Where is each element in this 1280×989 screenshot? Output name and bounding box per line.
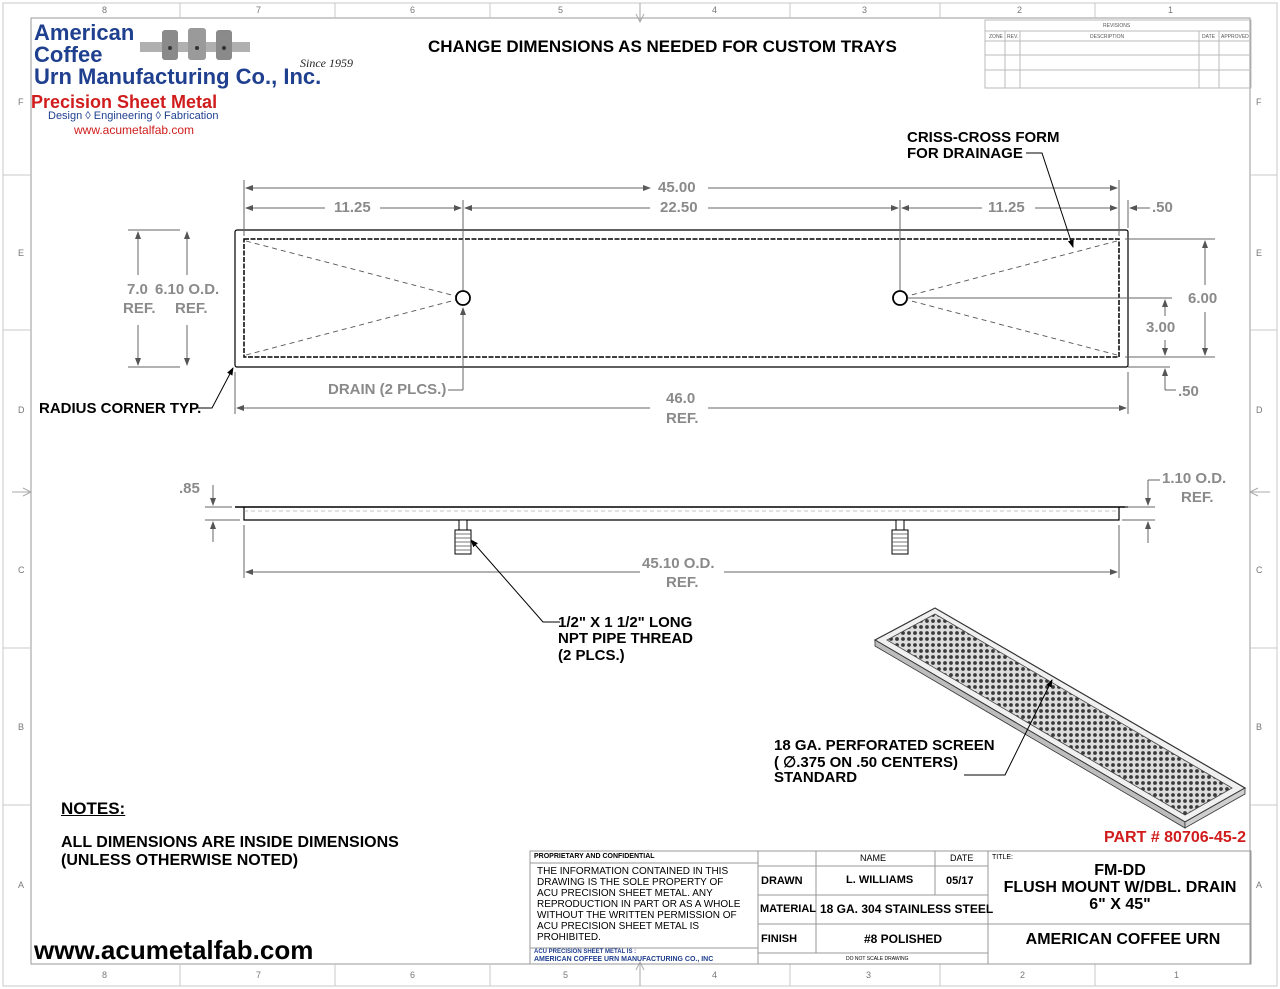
dim-flange-ref: REF. xyxy=(1181,489,1214,506)
logo-services: Design ◊ Engineering ◊ Fabrication xyxy=(48,110,219,122)
row-label: C xyxy=(18,565,25,575)
urn-icon xyxy=(140,28,250,64)
acu-line: ACU PRECISION SHEET METAL IS : xyxy=(534,949,637,955)
proprietary-line: REPRODUCTION IN PART OR AS A WHOLE xyxy=(537,899,741,910)
zone-label: 5 xyxy=(558,5,564,15)
title-line1: FM-DD xyxy=(1094,862,1146,879)
row-label: E xyxy=(1256,248,1263,258)
drawn-label: DRAWN xyxy=(761,875,803,887)
dim-rim-bottom: .50 xyxy=(1178,383,1199,400)
zone-label: 4 xyxy=(712,5,718,15)
dim-right-offset: 11.25 xyxy=(988,199,1025,216)
logo-line-urn: Urn Manufacturing Co., Inc. xyxy=(34,64,322,89)
pipe-note-line3: (2 PLCS.) xyxy=(558,647,625,664)
part-number: PART # 80706-45-2 xyxy=(1104,829,1246,846)
revisions-col-date: DATE xyxy=(1202,34,1215,40)
notes-line1: ALL DIMENSIONS ARE INSIDE DIMENSIONS xyxy=(61,834,399,851)
proprietary-line: DRAWING IS THE SOLE PROPERTY OF xyxy=(537,877,724,888)
dim-od-depth: 6.10 O.D. xyxy=(155,281,220,298)
zone-label: 3 xyxy=(866,970,872,980)
side-view xyxy=(205,480,1160,622)
dim-overall-width: 45.00 xyxy=(658,179,696,196)
dim-rim-top: .50 xyxy=(1152,199,1173,216)
zone-label: 1 xyxy=(1168,5,1174,15)
drain-hole-right xyxy=(893,291,907,305)
revisions-col-approved: APPROVED xyxy=(1221,34,1249,40)
dim-inner-depth: 6.00 xyxy=(1188,290,1218,307)
material-value: 18 GA. 304 STAINLESS STEEL xyxy=(820,902,994,916)
dim-od-depth-ref: REF. xyxy=(175,300,208,317)
page-title: CHANGE DIMENSIONS AS NEEDED FOR CUSTOM TRAYS xyxy=(428,37,897,56)
zone-label: 8 xyxy=(102,970,108,980)
dim-flange-od: 1.10 O.D. xyxy=(1162,470,1227,487)
finish-value: #8 POLISHED xyxy=(864,932,943,946)
row-label: F xyxy=(1256,97,1262,107)
dim-length-od: 45.10 O.D. xyxy=(642,555,715,572)
drain-label: DRAIN (2 PLCS.) xyxy=(328,381,447,398)
zone-label: 7 xyxy=(256,5,262,15)
title-line3: 6" X 45" xyxy=(1089,896,1151,913)
logo-since: Since 1959 xyxy=(300,56,353,70)
revisions-col-description: DESCRIPTION xyxy=(1090,34,1125,40)
name-header: NAME xyxy=(860,853,887,863)
company-name: AMERICAN COFFEE URN xyxy=(1025,931,1221,948)
dim-center-span: 22.50 xyxy=(660,199,698,216)
radius-corner-note: RADIUS CORNER TYP. xyxy=(39,400,202,417)
logo-line-coffee: Coffee xyxy=(34,42,103,67)
row-label: B xyxy=(18,722,25,732)
revisions-col-zone: ZONE xyxy=(989,34,1003,40)
dim-left-offset: 11.25 xyxy=(334,199,371,216)
drain-hole-left xyxy=(456,291,470,305)
dim-overall-length: 46.0 xyxy=(666,390,696,407)
zone-label: 2 xyxy=(1017,5,1023,15)
pipe-note-line1: 1/2" X 1 1/2" LONG xyxy=(558,614,693,631)
finish-label: FINISH xyxy=(761,933,798,945)
zone-label: 3 xyxy=(862,5,868,15)
dim-drain-offset: 3.00 xyxy=(1146,319,1176,336)
logo-tagline: Precision Sheet Metal xyxy=(31,92,218,112)
row-label: A xyxy=(18,880,25,890)
screen-note-line1: 18 GA. PERFORATED SCREEN xyxy=(774,737,995,754)
dim-length-ref: REF. xyxy=(666,574,699,591)
material-label: MATERIAL xyxy=(760,903,817,915)
screen-note-line2: ( ∅.375 ON .50 CENTERS) xyxy=(774,754,958,771)
logo-line-american: American xyxy=(34,20,135,45)
zone-label: 8 xyxy=(102,5,108,15)
dim-outer-depth: 7.0 xyxy=(127,281,148,298)
dim-overall-length-ref: REF. xyxy=(666,410,699,427)
dim-height: .85 xyxy=(179,480,200,497)
proprietary-line: ACU PRECISION SHEET METAL IS xyxy=(537,921,700,932)
row-label: C xyxy=(1256,565,1263,575)
proprietary-line: WITHOUT THE WRITTEN PERMISSION OF xyxy=(537,910,737,921)
row-label: D xyxy=(18,405,25,415)
dim-outer-depth-ref: REF. xyxy=(123,300,156,317)
acu-company: AMERICAN COFFEE URN MANUFACTURING CO., INC xyxy=(534,956,714,963)
title-label: TITLE: xyxy=(992,854,1014,861)
notes-line2: (UNLESS OTHERWISE NOTED) xyxy=(61,852,299,869)
do-not-scale: DO NOT SCALE DRAWING xyxy=(846,956,909,962)
date-header: DATE xyxy=(950,853,974,863)
revisions-col-rev: REV. xyxy=(1007,34,1019,40)
criss-cross-note-line2: FOR DRAINAGE xyxy=(907,145,1023,162)
proprietary-line: THE INFORMATION CONTAINED IN THIS xyxy=(537,866,729,877)
drawn-name: L. WILLIAMS xyxy=(846,874,914,886)
pipe-note-line2: NPT PIPE THREAD xyxy=(558,630,694,647)
footer-url[interactable]: www.acumetalfab.com xyxy=(34,935,314,965)
zone-label: 5 xyxy=(563,970,569,980)
criss-cross-note-line1: CRISS-CROSS FORM xyxy=(907,129,1060,146)
proprietary-heading: PROPRIETARY AND CONFIDENTIAL xyxy=(534,853,655,860)
drawn-date: 05/17 xyxy=(946,875,974,887)
logo-url[interactable]: www.acumetalfab.com xyxy=(74,123,195,137)
proprietary-line: ACU PRECISION SHEET METAL. ANY xyxy=(537,888,713,899)
revisions-title: REVISIONS xyxy=(1103,23,1131,29)
row-label: A xyxy=(1256,880,1263,890)
title-line2: FLUSH MOUNT W/DBL. DRAIN xyxy=(1003,879,1237,896)
perforated-screen-iso xyxy=(875,608,1245,828)
row-label: F xyxy=(18,97,24,107)
zone-label: 6 xyxy=(410,5,416,15)
zone-label: 6 xyxy=(410,970,416,980)
row-label: D xyxy=(1256,405,1263,415)
screen-note-line3: STANDARD xyxy=(774,769,858,786)
zone-label: 1 xyxy=(1174,970,1180,980)
notes-heading: NOTES: xyxy=(61,799,126,818)
row-label: E xyxy=(18,248,25,258)
zone-label: 4 xyxy=(712,970,718,980)
zone-label: 2 xyxy=(1020,970,1026,980)
proprietary-line: PROHIBITED. xyxy=(537,932,601,943)
row-label: B xyxy=(1256,722,1263,732)
inner-border xyxy=(31,18,1250,964)
zone-label: 7 xyxy=(256,970,262,980)
